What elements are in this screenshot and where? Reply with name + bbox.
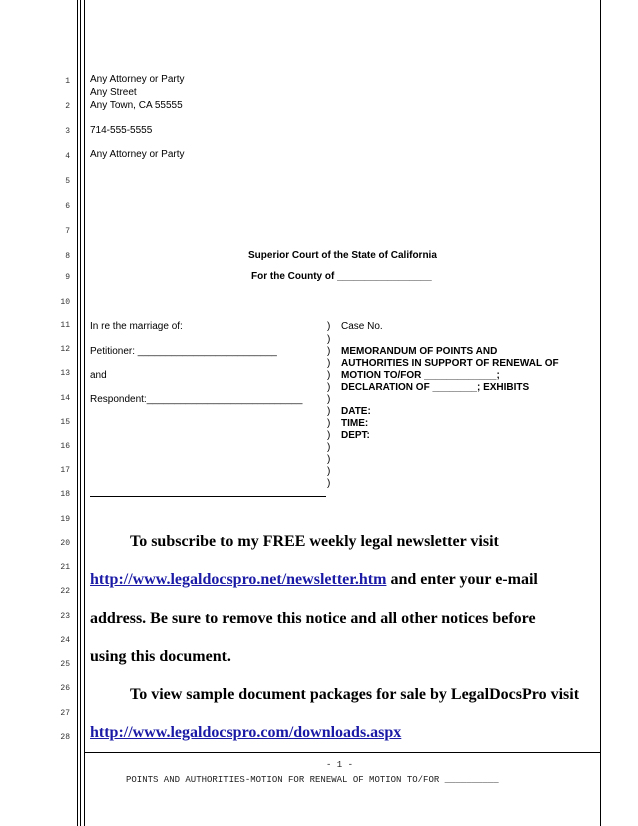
caption-paren: ): [327, 466, 331, 477]
hearing-dept-label: DEPT:: [341, 430, 370, 441]
line-number: 8: [65, 252, 70, 261]
line-number: 26: [60, 684, 70, 693]
attorney-name: Any Attorney or Party: [90, 74, 185, 85]
attorney-street: Any Street: [90, 87, 137, 98]
case-number-label: Case No.: [341, 321, 383, 332]
line-number: 20: [60, 539, 70, 548]
in-re-label: In re the marriage of:: [90, 321, 183, 332]
caption-paren: ): [327, 370, 331, 381]
line-number: 10: [60, 298, 70, 307]
document-title-line: DECLARATION OF ________; EXHIBITS: [341, 382, 530, 393]
line-number: 19: [60, 515, 70, 524]
caption-paren: ): [327, 406, 331, 417]
line-number: 6: [65, 202, 70, 211]
line-number: 5: [65, 177, 70, 186]
document-title-line: AUTHORITIES IN SUPPORT OF RENEWAL OF: [341, 358, 559, 369]
line-number: 18: [60, 490, 70, 499]
page-number: - 1 -: [326, 760, 354, 770]
line-number: 1: [65, 77, 70, 86]
downloads-link[interactable]: http://www.legaldocspro.com/downloads.aspx: [90, 724, 402, 741]
caption-paren: ): [327, 334, 331, 345]
caption-paren: ): [327, 321, 331, 332]
caption-paren: ): [327, 454, 331, 465]
line-number: 3: [65, 127, 70, 136]
line-number: 14: [60, 394, 70, 403]
hearing-time-label: TIME:: [341, 418, 369, 429]
line-number: 12: [60, 345, 70, 354]
caption-paren: ): [327, 430, 331, 441]
notice-line-2-rest: and enter your e-mail: [386, 571, 538, 588]
footer-rule: [84, 752, 600, 753]
caption-paren: ): [327, 382, 331, 393]
caption-paren: ): [327, 418, 331, 429]
caption-paren: ): [327, 478, 331, 489]
petitioner-field: Petitioner: _________________________: [90, 346, 277, 357]
caption-paren: ): [327, 394, 331, 405]
right-margin-rule: [600, 0, 601, 826]
caption-paren: ): [327, 358, 331, 369]
line-number: 13: [60, 369, 70, 378]
line-number: 7: [65, 227, 70, 236]
caption-paren: ): [327, 346, 331, 357]
caption-bottom-rule: [90, 496, 326, 497]
line-number: 17: [60, 466, 70, 475]
document-title-line: MOTION TO/FOR _____________;: [341, 370, 500, 381]
notice-line-4: using this document.: [90, 648, 231, 665]
notice-line-1: To subscribe to my FREE weekly legal newsletter visit: [130, 533, 499, 550]
line-number: 22: [60, 587, 70, 596]
line-number: 27: [60, 709, 70, 718]
line-number: 11: [60, 321, 70, 330]
line-number: 21: [60, 563, 70, 572]
line-number: 2: [65, 102, 70, 111]
line-number: 25: [60, 660, 70, 669]
notice-line-5: To view sample document packages for sale by LegalDocsPro visit: [130, 686, 580, 703]
footer-title: POINTS AND AUTHORITIES-MOTION FOR RENEWAL OF MOTION TO/FOR __________: [126, 775, 499, 785]
line-number: 4: [65, 152, 70, 161]
line-number-rule: [84, 0, 85, 826]
line-number: 28: [60, 733, 70, 742]
notice-line-2: [90, 571, 538, 589]
line-number: 9: [65, 273, 70, 282]
line-number: 23: [60, 612, 70, 621]
respondent-field: Respondent:____________________________: [90, 394, 303, 405]
line-number: 15: [60, 418, 70, 427]
hearing-date-label: DATE:: [341, 406, 371, 417]
line-number: 24: [60, 636, 70, 645]
notice-line-3: address. Be sure to remove this notice and all other notices before: [90, 610, 536, 627]
and-label: and: [90, 370, 107, 381]
line-number: 16: [60, 442, 70, 451]
caption-paren: ): [327, 442, 331, 453]
attorney-city: Any Town, CA 55555: [90, 100, 183, 111]
attorney-phone: 714-555-5555: [90, 125, 153, 136]
document-title-line: MEMORANDUM OF POINTS AND: [341, 346, 498, 357]
left-margin-rule-inner: [80, 0, 81, 826]
left-margin-rule-outer: [77, 0, 78, 826]
court-name: Superior Court of the State of California: [248, 250, 437, 261]
court-county: For the County of _________________: [251, 271, 432, 282]
newsletter-link[interactable]: http://www.legaldocspro.net/newsletter.htm: [90, 571, 387, 588]
attorney-for: Any Attorney or Party: [90, 149, 185, 160]
